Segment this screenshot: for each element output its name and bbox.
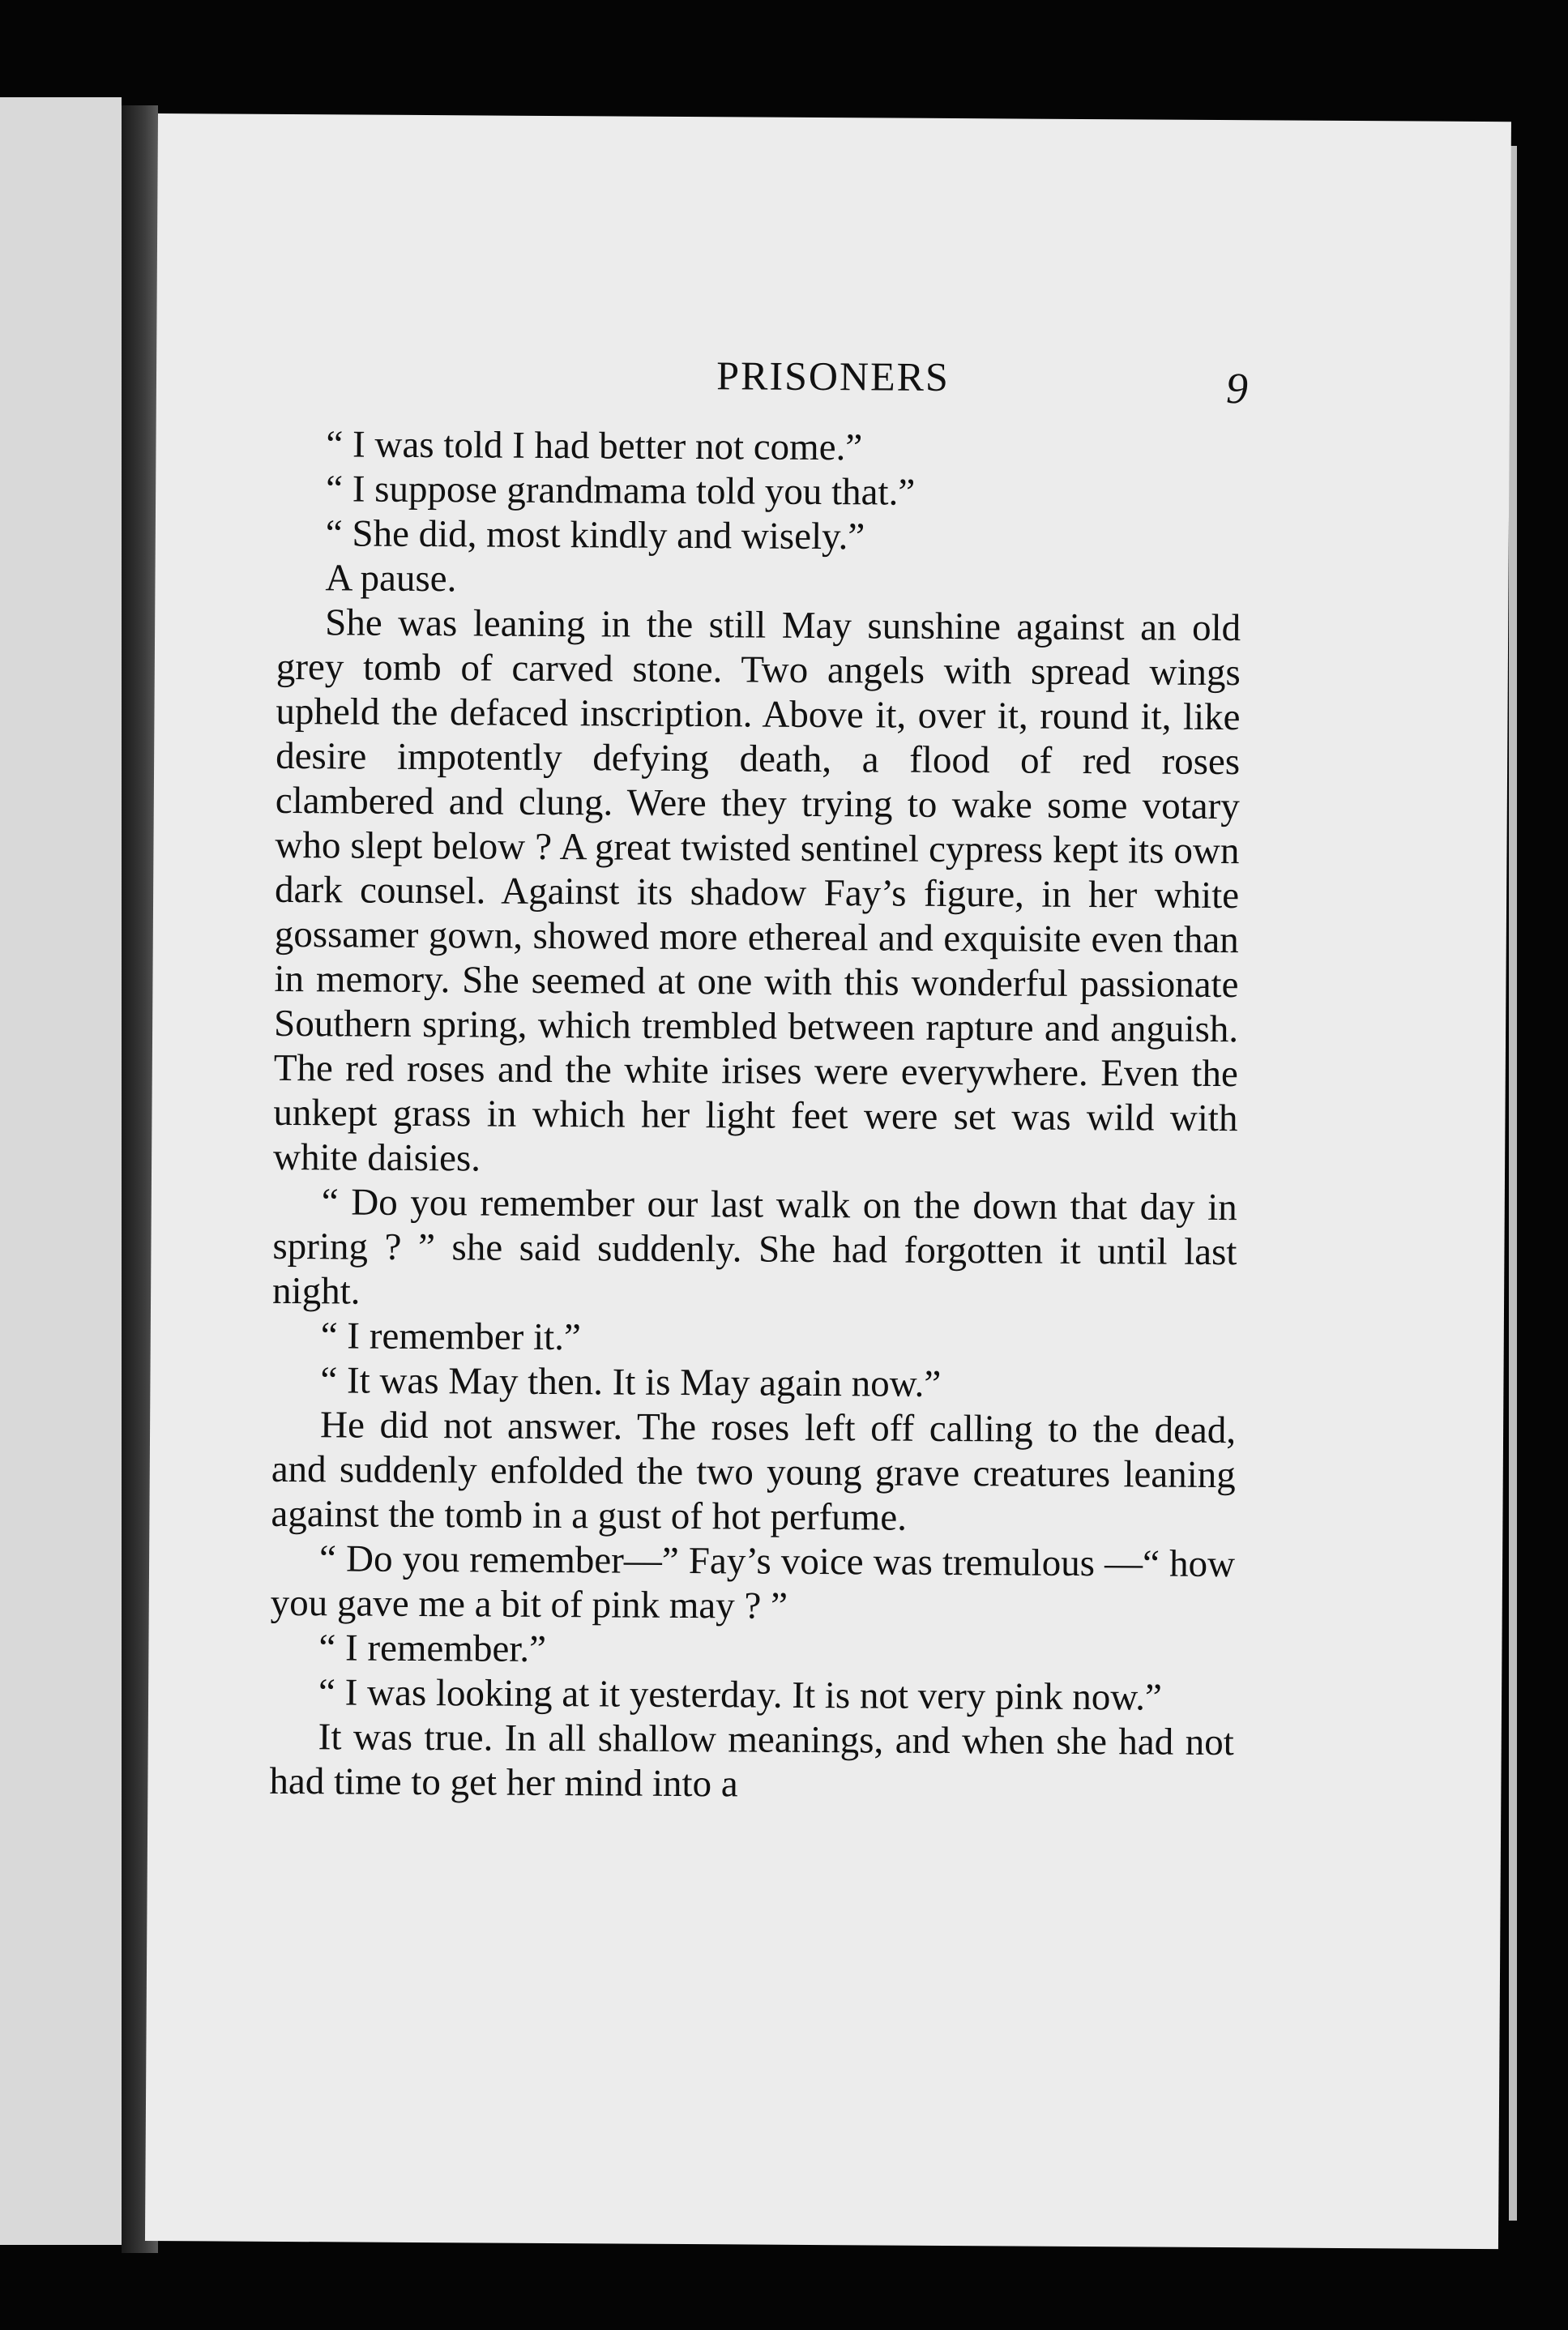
paragraph: A pause.: [325, 557, 457, 601]
paragraph: “ Do you remember our last walk on the down that day in spring ? ” she said suddenly. She had forgotten it until last night.: [271, 1181, 1237, 1313]
paragraph: “ It was May then. It is May again now.”: [320, 1359, 942, 1405]
running-title: PRISONERS: [716, 353, 950, 400]
paragraph: “ I was looking at it yesterday. It is not very pink now.”: [318, 1671, 1162, 1719]
page-number: 9: [1225, 364, 1249, 413]
book-page: [145, 113, 1511, 2249]
paragraph: “ I was told I had better not come.”: [326, 423, 863, 469]
page-stack-edge: [1509, 146, 1517, 2221]
paragraph: “ I remember it.”: [320, 1315, 581, 1359]
paragraph: “ Do you remember—” Fay’s voice was tremulous —“ how you gave me a bit of pink may ? ”: [270, 1537, 1236, 1627]
paragraph: “ She did, most kindly and wisely.”: [325, 512, 865, 558]
facing-page-edge: [0, 97, 122, 2245]
paragraph: “ I suppose grandmama told you that.”: [326, 468, 916, 514]
paragraph: “ I remember.”: [318, 1627, 547, 1670]
paragraph: He did not answer. The roses left off calling to the dead, and suddenly enfolded the two young grave creatures leaning against the tomb in a gust of hot perfume.: [271, 1404, 1237, 1539]
body-text: [269, 422, 1241, 1810]
paragraph: It was true. In all shallow meanings, and when she had not had time to get her mind into a: [269, 1716, 1234, 1806]
paragraph: She was leaning in the still May sunshine against an old grey tomb of carved stone. Two angels with spread wings upheld the defaced inscription. Above it, over it, round it, like desire impotently defying death, a flood of red roses clambered and clung. Were they trying to wake some votary who slept below ? A great twisted sentinel cypress kept its own dark counsel. Against its shadow Fay’s figure, in her white gossamer gown, showed more ethereal and exquisite even than in memory. She seemed at one with this wonderful passionate Southern spring, which trembled between rapture and anguish. The red roses and the white irises were everywhere. Even the unkept grass in which her light feet were set was wild with white daisies.: [272, 601, 1241, 1180]
